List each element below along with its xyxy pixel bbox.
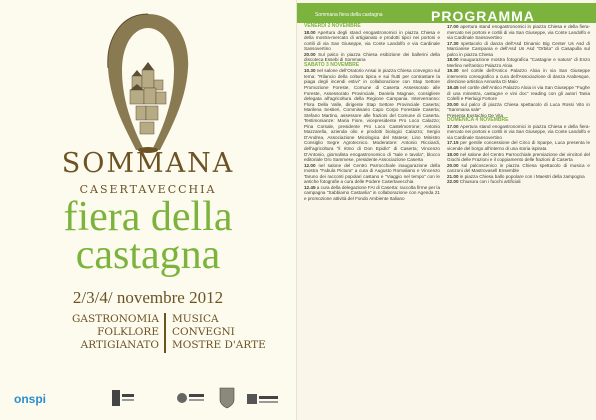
program-entry-text: per gentile concessione del Circo di Sparpe, Luca presenta le vicende del borgo all'interno di una storia ispirata (447, 140, 590, 152)
program-title: PROGRAMMA (431, 8, 535, 24)
program-column-2 (447, 24, 590, 185)
category-item: GASTRONOMIA (72, 313, 159, 325)
program-entry-time: 10.30 (304, 68, 316, 74)
program-entry-time: 18.00 (447, 57, 459, 63)
program-entry-time: 17.00 (447, 123, 459, 129)
program-entry-time: 19.30 (447, 68, 459, 74)
sponsor-logos (0, 382, 296, 420)
event-title-line2: castagna (75, 232, 221, 278)
event-dates: 2/3/4/ novembre 2012 (72, 288, 224, 307)
program-entry-time: 17.30 (447, 40, 459, 46)
program-entry (447, 179, 590, 185)
program-entry-text: nel cortile dell'Antico Palazzo Aloia in via San Giuseppe "Fughe di una minestra, castagne e vini doc" reading con gli autori Tania Colelli e Pierluigi Fortore (447, 85, 590, 102)
program-entry-text: Sul palco in piazza Chiesa esibizione dei ballerini della discoteca Essebi di Sommana (304, 51, 440, 63)
program-entry-time: 17.15 (447, 140, 459, 146)
program-entry-text: inaugurazione mostra fotografica "Castagne e natura" di Enzo Merlino nell'antico Palazzo Aloia (447, 57, 590, 68)
program-entry-time: 20.00 (447, 101, 459, 107)
program-entry (447, 57, 590, 68)
brand-name: SOMMANA (61, 148, 235, 179)
onspi-logo (12, 390, 48, 410)
program-day-heading: SABATO 3 NOVEMBRE (304, 61, 360, 68)
program-entry-text: Presenta Eustachio De Vita (447, 112, 504, 118)
sponsor-5-icon (246, 390, 280, 408)
sponsor-logo-2 (110, 388, 136, 410)
program-entry (447, 68, 590, 85)
sponsor-logo-3 (176, 388, 206, 410)
program-entry (447, 102, 590, 113)
program-entry (304, 68, 440, 162)
program-entry-text: Apertura degli stand enogastronomici in piazza Chiesa e della mostra-mercato di artigianato e prodotti tipici nei portoni e cortili di via San Giuseppe, via Conte Landolfo e via Cardinale Sansovertino (304, 29, 440, 52)
category-item: MOSTRE D'ARTE (172, 339, 266, 351)
categories-left (34, 313, 159, 352)
category-item: MUSICA (172, 313, 219, 325)
category-divider (164, 313, 166, 353)
program-entry-time: 17.00 (447, 24, 459, 29)
category-item: ARTIGIANATO (80, 339, 159, 351)
program-entry-text: in piazza Chiesa ballo popolare con i Maestri della zampogna (459, 173, 585, 179)
program-entry-time: 20.00 (304, 51, 316, 57)
program-entry-text: Chiusura con i fuochi artificiali (459, 179, 521, 185)
castle-emblem-icon (102, 10, 194, 158)
program-entry-time: 19.45 (447, 85, 459, 91)
sponsor-2-icon (110, 388, 136, 408)
categories-right (172, 313, 292, 352)
program-entry-time: 18.00 (304, 29, 316, 35)
program-day-heading: VENERDÌ 2 NOVEMBRE (304, 23, 361, 29)
program-panel (297, 0, 596, 420)
program-entry (447, 41, 590, 58)
program-entry-text: spettacolo di danza dell'Asd Dinamic Big Center Us Asd di Marcianise Campania e dell'Asd Us Asd "Orbita" di Casapulla sul palco in piazza Chiesa (447, 40, 590, 57)
program-entry-text: nel salone del Centro Parrocchiale inaugurazione della mostra "Fabula Pictura" a cura di Augusto Romaliano e Vincenzo Taruno dei racconti popolari castano e "Viaggio nel tempo" con le antiche fotografie a cura delle Podere Casertavecchia (304, 162, 441, 185)
program-header-caption: Sommana fiera della castagna (315, 12, 383, 18)
event-title-line1: fiera della (63, 194, 233, 240)
program-entry (447, 124, 590, 141)
program-entry-time: 20.00 (447, 162, 459, 168)
program-entry-time: 22.00 (447, 179, 459, 185)
category-item: FOLKLORE (97, 326, 159, 338)
program-entry-time: 12.45 (304, 184, 316, 190)
program-entry-text: sul palcoscenico in piazza Chiesa spettacolo di musica e canzoni del Mastrovasell Ensemble (447, 162, 590, 174)
sponsor-logo-5 (246, 390, 280, 410)
program-entry-time: 12.00 (304, 162, 316, 168)
program-entry (447, 140, 590, 151)
cover-panel (0, 0, 296, 420)
program-entry (304, 30, 440, 52)
program-entry (304, 185, 440, 202)
program-entry (447, 85, 590, 102)
svg-text:onspi: onspi (14, 392, 46, 406)
program-entry-text: nel salone dell'Oratorio Ansai in piazza Chiesa convegno sul tema: "Rilancio della coltura tipica e sui frutti per contrastare la piaga degli incendi estivi" in collaborazione con Stap Settore Promozione Foreste, Comune di Caserta Assessorato alle Foreste, Assessorato Provinciale, Daniela Magnae, consigliere delegata all'agricoltura della Regione Campania. Interverranno: Flora Della Valle, dirigente Stap Settore Provinciale Caserta; Marilena Sestieri, Commissario Capo Corpo Forestale Caserta; Stefano Martino, assessore alle frazioni del Comune di Caserta. Testimonianze: Maria Fiore, vicepresidente Pro Loco Calazzo; Pina Corsale, presidente Pro Loco Castelmorrone; Antonio Mazzarella, azienda olio e prodotti biologici Calazzo; Sergio D'Andrea, Associazione Micologica del Matese; Lino Ministro Consiglio Segre Agrotecnico. Moderatore: Antonio Ricciardi, dell'agricoltura "il ritmo di Don Epidio" di Caserta; Vincenzo D'Antonio, giornalista enogastronomico di "sale e tavola", blocco editoriale Oro Sammese, presidente Associazione Caserta (304, 68, 441, 163)
program-entry-text: Apertura stand enogastronomici in piazza Chiesa e della fiera-mercato nei portoni e cortili in via San Giuseppe, via Conte Landolfo e via Cardinale Sansovertino (447, 123, 590, 140)
program-entry-time: 21.00 (447, 173, 459, 179)
program-entry-text: a cura della delegazione FAI di Caserta: raccolta firme per la campagna "Sabbiamo Castanlia" in collaborazione con Agenda 21 e promozione attività del Fondo Ambiente Italiano (304, 184, 440, 201)
onspi-logo-icon (12, 390, 48, 408)
program-entry (304, 163, 440, 185)
program-day-heading: DOMENICA 4 NOVEMBRE (447, 117, 509, 124)
brand-subtitle: CASERTAVECCHIA (79, 183, 217, 196)
category-item: CONVEGNI (172, 326, 235, 338)
program-entry-text: nel salone del Centro Parrocchiale premiazione dei vincitori del Giochi delle Frazioni e il coppiamento delle frazioni di Caserta (447, 151, 591, 163)
program-entry (447, 163, 590, 174)
program-header (297, 3, 596, 23)
sponsor-3-icon (176, 388, 206, 408)
program-column-1 (304, 24, 440, 202)
program-entry-text: sul palco di piazza Chiesa spettacolo di Luca Rossi Vito in "Sammana sale" (447, 101, 590, 113)
program-entry-time: 18.00 (447, 151, 459, 157)
program-entry (447, 24, 590, 41)
crest-icon (218, 386, 236, 410)
program-entry-text: nel cortile dell'Antico Palazzo Aloia in via San Giuseppe intervento coreografico a cura dell'Associazione di danza Arabesque, direzione artistica Annarita Di Maio (447, 68, 591, 85)
sponsor-logo-4 (218, 386, 236, 412)
program-entry-text: apertura stand enogastronomici in piazza Chiesa e della fiera-mercato nei portoni e cortili di via San Giuseppe, via Conte Landolfo e via Cardinale Sansovertino (447, 24, 590, 41)
program-entry (447, 152, 590, 163)
